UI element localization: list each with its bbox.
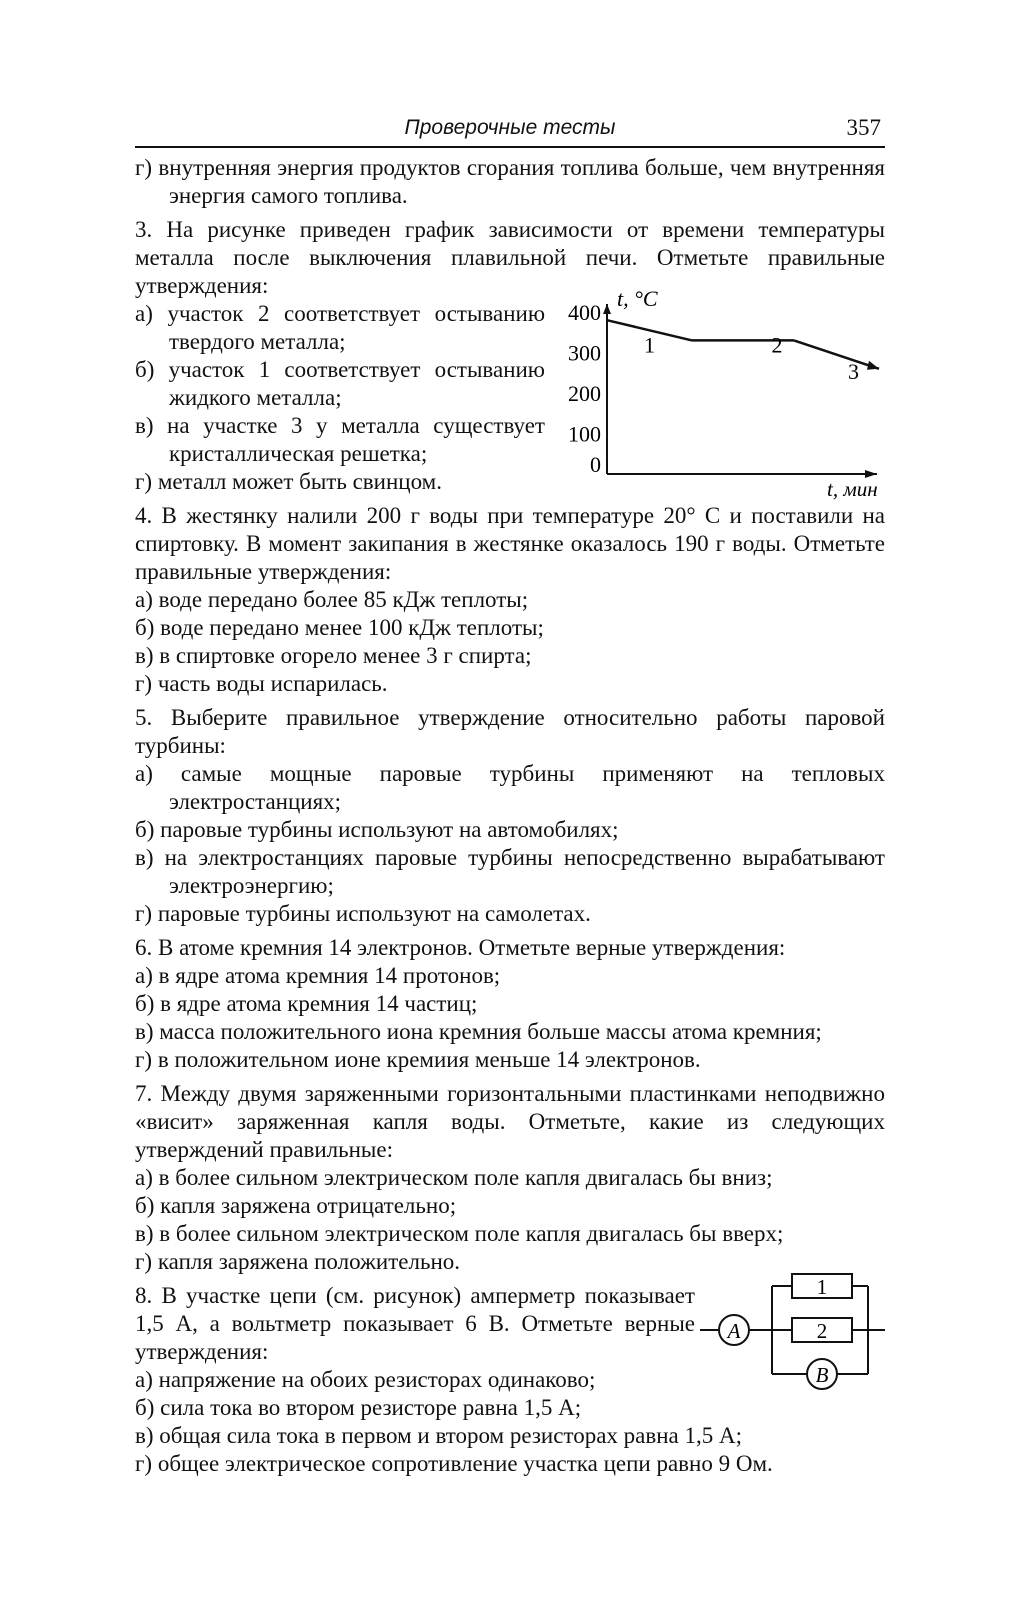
question-6-text: 6. В атоме кремния 14 электронов. Отметьте верные утверждения: [135, 935, 786, 960]
question-5-option-a: а) самые мощные паровые турбины применяют на тепловых электростанциях; [135, 761, 885, 814]
question-4-text: 4. В жестянку налили 200 г воды при температуре 20° С и поставили на спиртовку. В момент закипания в жестянке оказалось 190 г воды. Отметьте правильные утверждения: [135, 503, 885, 584]
chart-segment-3 [794, 340, 879, 368]
chart-y-tick-label: 200 [568, 381, 601, 407]
page-header [135, 110, 885, 148]
page [135, 110, 885, 1478]
question-4-option-a: а) воде передано более 85 кДж теплоты; [135, 587, 529, 612]
question-6-option-d: г) в положительном ионе кремиия меньше 14 электронов. [135, 1047, 701, 1072]
circuit-diagram [700, 1266, 885, 1396]
question-8-option-b: б) сила тока во втором резисторе равна 1,5 А; [135, 1395, 582, 1420]
chart-y-tick-label: 100 [568, 421, 601, 447]
question-7-option-d: г) капля заряжена положительно. [135, 1249, 461, 1274]
chart-segment-label-1: 1 [644, 332, 655, 358]
question-3-option-a: а) участок 2 соответствует остыванию твердого металла; [135, 301, 545, 354]
question-3-option-c: в) на участке 3 у металла существует кристаллическая решетка; [135, 413, 545, 466]
question-4-option-d: г) часть воды испарилась. [135, 671, 388, 696]
chart-segment-label-3: 3 [848, 358, 859, 384]
page-number: 357 [846, 115, 881, 140]
chart-y-tick-label: 300 [568, 340, 601, 366]
question-5-option-d: г) паровые турбины используют на самолетах. [135, 901, 591, 926]
question-5-option-c: в) на электростанциях паровые турбины непосредственно вырабатывают электроэнергию; [135, 845, 885, 898]
question-5 [135, 704, 885, 928]
resistor-1-label: 1 [816, 1275, 828, 1299]
question-6-option-c: в) масса положительного иона кремния больше массы атома кремния; [135, 1019, 822, 1044]
chart-x-axis-label: t, мин [827, 477, 878, 501]
question-3-option-b: б) участок 1 соответствует остыванию жидкого металла; [135, 357, 545, 410]
question-7-option-b: б) капля заряжена отрицательно; [135, 1193, 457, 1218]
chart-series-arrow [867, 361, 879, 370]
question-7-option-a: а) в более сильном электрическом поле капля двигалась бы вниз; [135, 1165, 773, 1190]
question-6-option-a: а) в ядре атома кремния 14 протонов; [135, 963, 501, 988]
question-8-text: 8. В участке цепи (см. рисунок) амперметр показывает 1,5 А, а вольтметр показывает 6 В. Отметьте верные утверждения: [135, 1283, 695, 1364]
question-7 [135, 1080, 885, 1276]
question-6 [135, 934, 885, 1074]
chart-segment-label-2: 2 [771, 332, 783, 358]
question-8-option-d: г) общее электрическое сопротивление участка цепи равно 9 Ом. [135, 1451, 773, 1476]
question-3-option-d: г) металл может быть свинцом. [135, 469, 442, 494]
carryover-option: г) внутренняя энергия продуктов сгорания топлива больше, чем внутренняя энергия самого топлива. [135, 155, 885, 208]
ammeter-label: A [727, 1319, 741, 1343]
question-3 [135, 216, 885, 501]
running-title: Проверочные тесты [404, 116, 616, 139]
chart-y-tick-label: 400 [568, 300, 601, 326]
question-4 [135, 502, 885, 698]
question-5-text: 5. Выберите правильное утверждение относительно работы паровой турбины: [135, 705, 885, 758]
voltmeter-label: B [815, 1363, 829, 1387]
chart-y-axis-label: t, °C [617, 286, 658, 311]
question-6-option-b: б) в ядре атома кремния 14 частиц; [135, 991, 478, 1016]
question-8-option-c: в) общая сила тока в первом и втором резисторах равна 1,5 А; [135, 1423, 742, 1448]
question-7-text: 7. Между двумя заряженными горизонтальными пластинками неподвижно «висит» заряженная капля воды. Отметьте, какие из следующих утверждений правильные: [135, 1081, 885, 1162]
question-7-option-c: в) в более сильном электрическом поле капля двигалась бы вверх; [135, 1221, 784, 1246]
question-8 [135, 1275, 885, 1478]
resistor-2-label: 2 [816, 1319, 828, 1343]
question-4-option-c: в) в спиртовке огорело менее 3 г спирта; [135, 643, 532, 668]
question-5-option-b: б) паровые турбины используют на автомобилях; [135, 817, 619, 842]
question-8-option-a: а) напряжение на обоих резисторах одинаково; [135, 1367, 596, 1392]
temperature-chart [547, 284, 887, 504]
question-3-text: 3. На рисунке приведен график зависимости от времени температуры металла после выключения плавильной печи. Отметьте правильные утверждения: [135, 217, 885, 298]
chart-y-axis-arrow [603, 304, 611, 314]
chart-y-tick-label: 0 [590, 452, 601, 477]
question-4-option-b: б) воде передано менее 100 кДж теплоты; [135, 615, 544, 640]
